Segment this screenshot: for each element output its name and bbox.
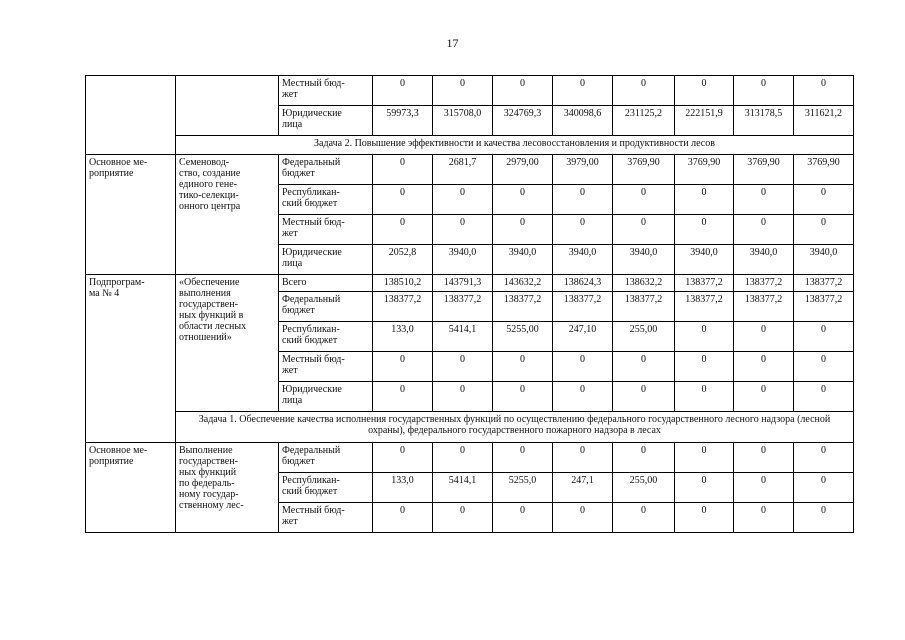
value-cell: 255,00 bbox=[613, 473, 675, 503]
value-cell: 133,0 bbox=[373, 473, 433, 503]
value-cell: 0 bbox=[553, 352, 613, 382]
value-cell: 0 bbox=[794, 382, 854, 412]
budget-table-body bbox=[86, 76, 854, 533]
value-cell: 0 bbox=[433, 503, 493, 533]
value-cell: 3940,0 bbox=[794, 245, 854, 275]
value-cell: 0 bbox=[794, 76, 854, 106]
table-row bbox=[86, 76, 854, 106]
value-cell: 5414,1 bbox=[433, 322, 493, 352]
value-cell: 3769,90 bbox=[675, 155, 734, 185]
value-cell: 0 bbox=[373, 503, 433, 533]
value-cell: 0 bbox=[734, 473, 794, 503]
value-cell: 0 bbox=[613, 352, 675, 382]
event-name-cell: Выполнение государствен- ных функций по федераль- ному государ- ственному лес- bbox=[176, 443, 279, 533]
value-cell: 0 bbox=[373, 185, 433, 215]
value-cell: 0 bbox=[613, 382, 675, 412]
value-cell: 0 bbox=[553, 503, 613, 533]
value-cell: 138377,2 bbox=[734, 275, 794, 292]
value-cell: 0 bbox=[373, 76, 433, 106]
funding-source-cell: Юридические лица bbox=[279, 245, 373, 275]
event-type-cell: Подпрограм- ма № 4 bbox=[86, 275, 176, 443]
value-cell: 0 bbox=[433, 76, 493, 106]
value-cell: 0 bbox=[794, 352, 854, 382]
value-cell: 0 bbox=[433, 215, 493, 245]
value-cell: 3979,00 bbox=[553, 155, 613, 185]
value-cell: 138632,2 bbox=[613, 275, 675, 292]
value-cell: 0 bbox=[675, 76, 734, 106]
event-type-cell: Основное ме- роприятие bbox=[86, 155, 176, 275]
value-cell: 0 bbox=[734, 443, 794, 473]
value-cell: 0 bbox=[675, 503, 734, 533]
funding-source-cell: Республикан- ский бюджет bbox=[279, 322, 373, 352]
value-cell: 0 bbox=[433, 185, 493, 215]
funding-source-cell: Местный бюд- жет bbox=[279, 215, 373, 245]
value-cell: 0 bbox=[493, 215, 553, 245]
value-cell: 0 bbox=[613, 215, 675, 245]
value-cell: 138377,2 bbox=[675, 275, 734, 292]
value-cell: 247,1 bbox=[553, 473, 613, 503]
value-cell: 0 bbox=[553, 443, 613, 473]
value-cell: 3940,0 bbox=[553, 245, 613, 275]
value-cell: 247,10 bbox=[553, 322, 613, 352]
value-cell: 0 bbox=[675, 382, 734, 412]
value-cell: 324769,3 bbox=[493, 106, 553, 136]
value-cell: 0 bbox=[794, 185, 854, 215]
event-name-cell bbox=[176, 76, 279, 136]
value-cell: 138624,3 bbox=[553, 275, 613, 292]
value-cell: 0 bbox=[493, 443, 553, 473]
event-type-cell: Основное ме- роприятие bbox=[86, 443, 176, 533]
value-cell: 0 bbox=[794, 503, 854, 533]
value-cell: 311621,2 bbox=[794, 106, 854, 136]
value-cell: 138377,2 bbox=[734, 292, 794, 322]
value-cell: 0 bbox=[734, 382, 794, 412]
value-cell: 0 bbox=[493, 352, 553, 382]
value-cell: 0 bbox=[373, 443, 433, 473]
funding-source-cell: Республикан- ский бюджет bbox=[279, 473, 373, 503]
value-cell: 0 bbox=[734, 185, 794, 215]
value-cell: 0 bbox=[794, 322, 854, 352]
value-cell: 0 bbox=[493, 76, 553, 106]
value-cell: 0 bbox=[553, 382, 613, 412]
value-cell: 138377,2 bbox=[794, 275, 854, 292]
funding-source-cell: Юридические лица bbox=[279, 106, 373, 136]
value-cell: 5414,1 bbox=[433, 473, 493, 503]
value-cell: 138377,2 bbox=[794, 292, 854, 322]
task-row bbox=[86, 412, 854, 443]
value-cell: 0 bbox=[553, 215, 613, 245]
value-cell: 138377,2 bbox=[493, 292, 553, 322]
value-cell: 0 bbox=[794, 443, 854, 473]
value-cell: 0 bbox=[553, 76, 613, 106]
funding-source-cell: Местный бюд- жет bbox=[279, 503, 373, 533]
funding-source-cell: Федеральный бюджет bbox=[279, 443, 373, 473]
value-cell: 138377,2 bbox=[553, 292, 613, 322]
value-cell: 0 bbox=[675, 473, 734, 503]
value-cell: 0 bbox=[373, 215, 433, 245]
value-cell: 3769,90 bbox=[613, 155, 675, 185]
value-cell: 313178,5 bbox=[734, 106, 794, 136]
funding-source-cell: Местный бюд- жет bbox=[279, 76, 373, 106]
value-cell: 0 bbox=[613, 503, 675, 533]
value-cell: 3769,90 bbox=[734, 155, 794, 185]
value-cell: 0 bbox=[433, 443, 493, 473]
task-heading: Задача 2. Повышение эффективности и качества лесовосстановления и продуктивности лесов bbox=[176, 136, 854, 155]
value-cell: 0 bbox=[675, 443, 734, 473]
value-cell: 340098,6 bbox=[553, 106, 613, 136]
value-cell: 143791,3 bbox=[433, 275, 493, 292]
value-cell: 0 bbox=[794, 215, 854, 245]
event-name-cell: Семеновод- ство, создание единого гене- тико-селекци- онного центра bbox=[176, 155, 279, 275]
value-cell: 255,00 bbox=[613, 322, 675, 352]
value-cell: 0 bbox=[613, 185, 675, 215]
value-cell: 2052,8 bbox=[373, 245, 433, 275]
value-cell: 222151,9 bbox=[675, 106, 734, 136]
value-cell: 5255,0 bbox=[493, 473, 553, 503]
value-cell: 0 bbox=[493, 382, 553, 412]
value-cell: 2979,00 bbox=[493, 155, 553, 185]
event-name-cell: «Обеспечение выполнения государствен- ных функций в области лесных отношений» bbox=[176, 275, 279, 412]
value-cell: 0 bbox=[373, 382, 433, 412]
value-cell: 0 bbox=[493, 185, 553, 215]
value-cell: 138377,2 bbox=[675, 292, 734, 322]
value-cell: 138377,2 bbox=[373, 292, 433, 322]
value-cell: 2681,7 bbox=[433, 155, 493, 185]
funding-source-cell: Федеральный бюджет bbox=[279, 155, 373, 185]
value-cell: 3940,0 bbox=[613, 245, 675, 275]
value-cell: 138377,2 bbox=[613, 292, 675, 322]
funding-source-cell: Всего bbox=[279, 275, 373, 292]
budget-table bbox=[85, 75, 854, 533]
value-cell: 0 bbox=[675, 215, 734, 245]
value-cell: 0 bbox=[553, 185, 613, 215]
task-heading: Задача 1. Обеспечение качества исполнения государственных функций по осуществлению федерального государственного лесного надзора (лесной охраны), федерального государственного пожарного надзора в лесах bbox=[176, 412, 854, 443]
value-cell: 138510,2 bbox=[373, 275, 433, 292]
value-cell: 3940,0 bbox=[675, 245, 734, 275]
value-cell: 0 bbox=[675, 185, 734, 215]
task-row bbox=[86, 136, 854, 155]
funding-source-cell: Федеральный бюджет bbox=[279, 292, 373, 322]
value-cell: 0 bbox=[734, 322, 794, 352]
value-cell: 0 bbox=[734, 352, 794, 382]
funding-source-cell: Местный бюд- жет bbox=[279, 352, 373, 382]
value-cell: 0 bbox=[734, 76, 794, 106]
value-cell: 0 bbox=[433, 382, 493, 412]
value-cell: 0 bbox=[433, 352, 493, 382]
value-cell: 0 bbox=[613, 76, 675, 106]
value-cell: 231125,2 bbox=[613, 106, 675, 136]
value-cell: 59973,3 bbox=[373, 106, 433, 136]
value-cell: 0 bbox=[675, 322, 734, 352]
value-cell: 0 bbox=[373, 352, 433, 382]
value-cell: 3940,0 bbox=[734, 245, 794, 275]
value-cell: 315708,0 bbox=[433, 106, 493, 136]
table-row bbox=[86, 155, 854, 185]
value-cell: 0 bbox=[493, 503, 553, 533]
event-type-cell bbox=[86, 76, 176, 155]
value-cell: 138377,2 bbox=[433, 292, 493, 322]
page-number: 17 bbox=[446, 36, 459, 50]
table-row bbox=[86, 443, 854, 473]
value-cell: 5255,00 bbox=[493, 322, 553, 352]
value-cell: 143632,2 bbox=[493, 275, 553, 292]
value-cell: 0 bbox=[794, 473, 854, 503]
value-cell: 0 bbox=[675, 352, 734, 382]
value-cell: 133,0 bbox=[373, 322, 433, 352]
funding-source-cell: Республикан- ский бюджет bbox=[279, 185, 373, 215]
value-cell: 3769,90 bbox=[794, 155, 854, 185]
table-row bbox=[86, 275, 854, 292]
value-cell: 0 bbox=[373, 155, 433, 185]
value-cell: 0 bbox=[613, 443, 675, 473]
value-cell: 0 bbox=[734, 503, 794, 533]
value-cell: 3940,0 bbox=[493, 245, 553, 275]
funding-source-cell: Юридические лица bbox=[279, 382, 373, 412]
value-cell: 3940,0 bbox=[433, 245, 493, 275]
value-cell: 0 bbox=[734, 215, 794, 245]
